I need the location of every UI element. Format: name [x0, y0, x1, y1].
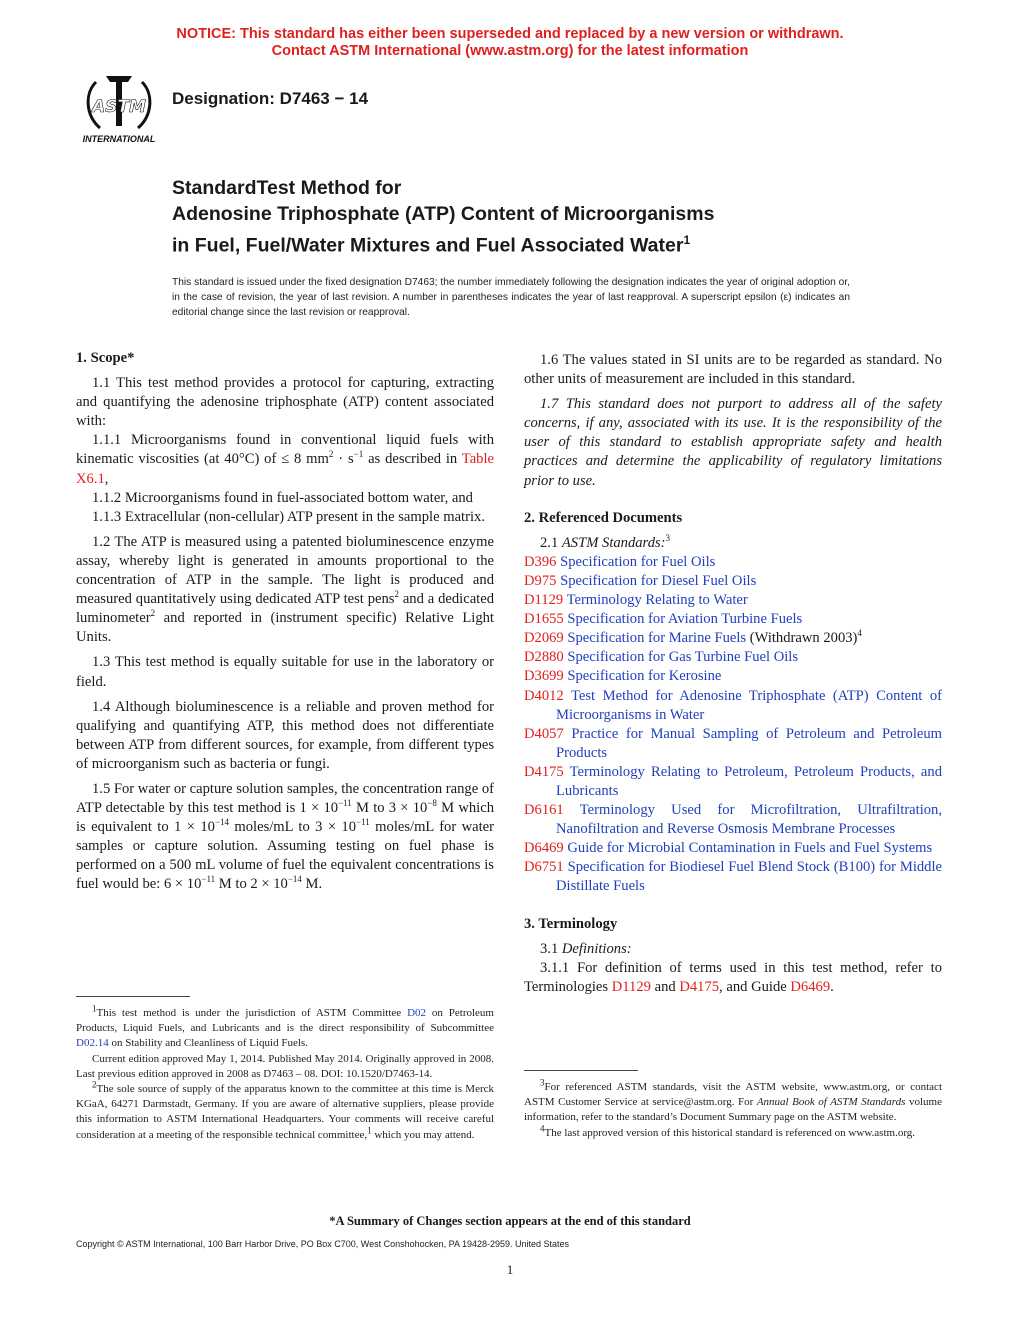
- section-2-heading: 2. Referenced Documents: [524, 509, 683, 526]
- ref-item[interactable]: D2880 Specification for Gas Turbine Fuel Oils: [524, 649, 799, 666]
- ref-item[interactable]: D975 Specification for Diesel Fuel Oils: [524, 572, 757, 589]
- title-line-2: Adenosine Triphosphate (ATP) Content of Microorganisms: [172, 203, 715, 225]
- right-column: [524, 351, 942, 997]
- footnote-rule-right: [524, 1070, 638, 1071]
- d02-link[interactable]: D02: [407, 1007, 427, 1019]
- standard-title: [172, 175, 714, 259]
- ref-item[interactable]: D3699 Specification for Kerosine: [524, 668, 722, 685]
- para-1-1: 1.1 This test method provides a protocol for capturing, extracting and quantifying the adenosine triphosphate (ATP) content associated with:: [76, 375, 494, 430]
- para-1-5: 1.5 For water or capture solution samples, the concentration range of ATP detectable by this test method is $1 \times 10^{-11}$ M to $3 \times 10^{-8}$ M which is equivalent to $1 \times 10^{-14}$ moles/mL to $3 \times 10^{-11}$ moles/mL for water samples or capture solution. Assuming testing on fuel phase is performed on a 500 mL volume of fuel the equivalent concentrations is fuel would be: $6 \times 10^{-11}$ M to $2 \times 10^{-14}$ M.: [76, 780, 495, 893]
- footnote-2: $^2$The sole source of supply of the apparatus known to the committee at this time is Merck KGaA, 64271 Darmstadt, Germany. If you are aware of alternative suppliers, please provide this information to ASTM International Headquarters. Your comments will receive careful consideration at a meeting of the responsible technical committee,$^1$ which you may attend.: [76, 1079, 494, 1141]
- ref-item[interactable]: D2069 Specification for Marine Fuels (Withdrawn 2003)$^4$: [524, 628, 862, 647]
- notice-line-2: Contact ASTM International (www.astm.org) for the latest information: [271, 43, 749, 59]
- referenced-list: [524, 553, 942, 897]
- supersede-notice: [0, 26, 1020, 60]
- notice-line-1: NOTICE: This standard has either been superseded and replaced by a new version or withdrawn.: [176, 26, 844, 42]
- svg-text:INTERNATIONAL: INTERNATIONAL: [82, 134, 156, 144]
- title-line-3: in Fuel, Fuel/Water Mixtures and Fuel Associated Water$^1$: [172, 233, 691, 257]
- para-1-1-2: 1.1.2 Microorganisms found in fuel-associated bottom water, and: [92, 489, 473, 506]
- footnote-rule-left: [76, 996, 190, 997]
- ref-item[interactable]: D6751 Specification for Biodiesel Fuel Blend Stock (B100) for Middle Distillate Fuels: [524, 859, 942, 895]
- d1129-link[interactable]: D1129: [611, 978, 651, 995]
- footnote-1: $^1$This test method is under the jurisdiction of ASTM Committee D02 on Petroleum Products, Liquid Fuels, and Lubricants and is the direct responsibility of Subcommittee D02.14 on Stability and Cleanliness of Liquid Fuels.: [76, 1003, 494, 1050]
- d4175-link[interactable]: D4175: [679, 978, 720, 995]
- ref-item[interactable]: D4012 Test Method for Adenosine Triphosphate (ATP) Content of Microorganisms in Water: [524, 687, 943, 723]
- page-number: 1: [506, 1262, 514, 1277]
- para-1-4: 1.4 Although bioluminescence is a reliable and proven method for qualifying and quantifying ATP, this method does not differentiate between ATP from different sources, for example, from different types of microorganism such as bacteria or fungi.: [76, 698, 494, 772]
- ref-item[interactable]: D1129 Terminology Relating to Water: [524, 592, 748, 609]
- footnote-1-edition: Current edition approved May 1, 2014. Published May 2014. Originally approved in 2008. Last previous edition approved in 2008 as D7463 – 08. DOI: 10.1520/D7463-14.: [76, 1052, 494, 1080]
- svg-text:ASTM: ASTM: [92, 97, 146, 117]
- designation: Designation: D7463 − 14: [172, 89, 369, 108]
- copyright: Copyright © ASTM International, 100 Barr Harbor Drive, PO Box C700, West Conshohocken, PA 19428-2959. United States: [76, 1239, 570, 1249]
- d02-14-link[interactable]: D02.14: [76, 1037, 109, 1050]
- title-line-1: StandardTest Method for: [172, 177, 402, 199]
- issuance-note: This standard is issued under the fixed designation D7463; the number immediately following the designation indicates the year of original adoption or, in the case of revision, the year of last revision. A number in parentheses indicates the year of last reapproval. A superscript epsilon (ε) indicates an editorial change since the last revision or reapproval.: [172, 277, 850, 318]
- table-x6-1-link[interactable]: Table X6.1: [76, 451, 494, 487]
- title-footnote-ref[interactable]: 1: [683, 233, 691, 247]
- ref-item[interactable]: D6161 Terminology Used for Microfiltration, Ultrafiltration, Nanofiltration and Reverse Osmosis Membrane Processes: [524, 802, 943, 838]
- astm-logo: [76, 70, 162, 148]
- section-1-heading: 1. Scope*: [76, 350, 135, 366]
- ref-item[interactable]: D6469 Guide for Microbial Contamination in Fuels and Fuel Systems: [524, 840, 933, 857]
- para-2-1: 2.1 ASTM Standards:$^3$: [540, 532, 671, 551]
- para-1-6: 1.6 The values stated in SI units are to be regarded as standard. No other units of measurement are included in this standard.: [524, 352, 942, 388]
- ref-item[interactable]: D4175 Terminology Relating to Petroleum, Petroleum Products, and Lubricants: [524, 763, 942, 799]
- para-3-1-1: 3.1.1 For definition of terms used in this test method, refer to Terminologies D1129 and D4175, and Guide D6469.: [524, 959, 942, 995]
- para-1-3: 1.3 This test method is equally suitable for use in the laboratory or field.: [76, 654, 494, 690]
- para-3-1: 3.1 Definitions:: [540, 940, 632, 957]
- ref-item[interactable]: D396 Specification for Fuel Oils: [524, 553, 716, 570]
- para-1-1-3: 1.1.3 Extracellular (non-cellular) ATP present in the sample matrix.: [92, 508, 485, 525]
- left-column: [76, 349, 494, 895]
- section-3-heading: 3. Terminology: [524, 915, 618, 932]
- footnote-3: $^3$For referenced ASTM standards, visit the ASTM website, www.astm.org, or contact ASTM Customer Service at service@astm.org. For Annual Book of ASTM Standards volume information, refer to the standard’s Document Summary page on the ASTM website.: [524, 1077, 942, 1124]
- footnote-4: $^4$The last approved version of this historical standard is referenced on www.astm.org.: [540, 1122, 916, 1139]
- d6469-link[interactable]: D6469: [790, 978, 831, 995]
- para-1-7: 1.7 This standard does not purport to address all of the safety concerns, if any, associated with its use. It is the responsibility of the user of this standard to establish appropriate safety and health practices and determine the applicability of regulatory limitations prior to use.: [524, 396, 942, 489]
- summary-of-changes-note: *A Summary of Changes section appears at the end of this standard: [329, 1214, 691, 1228]
- ref-item[interactable]: D4057 Practice for Manual Sampling of Petroleum and Petroleum Products: [524, 725, 942, 761]
- para-1-2: 1.2 The ATP is measured using a patented bioluminescence enzyme assay, whereby light is generated in amounts proportional to the concentration of ATP in the sample. The light is produced and measured quantitatively using dedicated ATP test pens$^2$ and a dedicated luminometer$^2$ and reported in (instrument specific) Relative Light Units.: [76, 533, 494, 646]
- para-1-1-1: 1.1.1 Microorganisms found in conventional liquid fuels with kinematic viscosities (at 40°C) of ≤ 8 $mm^2 \cdot s^{-1}$ as described in Table X6.1,: [76, 432, 494, 487]
- footnotes-left: [76, 1003, 494, 1143]
- ref-item[interactable]: D1655 Specification for Aviation Turbine Fuels: [524, 611, 803, 628]
- footnotes-right: [524, 1077, 942, 1141]
